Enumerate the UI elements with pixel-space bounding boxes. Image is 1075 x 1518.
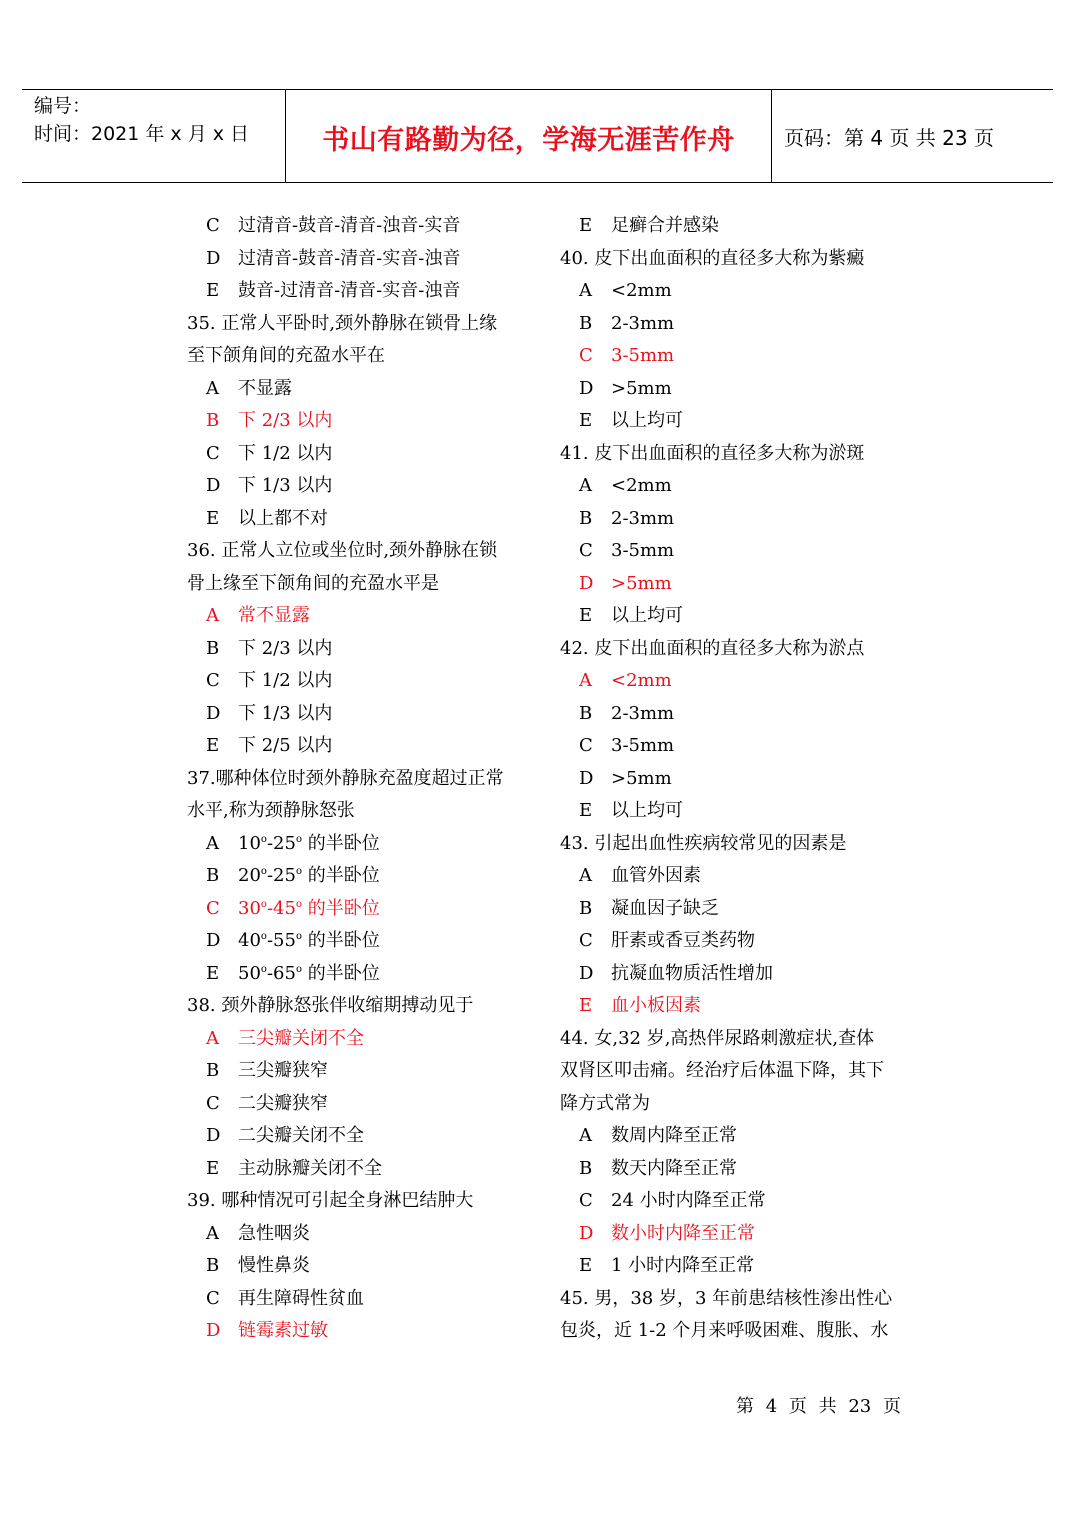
answer-option xyxy=(560,210,905,243)
option-text: >5mm xyxy=(611,767,672,789)
option-letter: C xyxy=(206,1287,220,1309)
answer-option xyxy=(560,795,905,828)
header-divider-right xyxy=(771,89,772,182)
answer-option xyxy=(560,1185,905,1218)
option-text: 下 1/3 以内 xyxy=(238,475,333,496)
option-text: 二尖瓣关闭不全 xyxy=(238,1125,364,1146)
option-letter: A xyxy=(206,1027,219,1049)
option-text: 3-5mm xyxy=(611,735,675,756)
option-letter: E xyxy=(206,735,220,756)
left-column xyxy=(187,210,532,1348)
answer-option xyxy=(560,925,905,958)
question-text: 骨上缘至下颌角间的充盈水平是 xyxy=(187,572,439,594)
answer-option xyxy=(187,958,532,991)
option-letter: B xyxy=(579,1157,593,1179)
option-text: 40$^o$-55$^o$ 的半卧位 xyxy=(238,930,380,951)
option-text: 肝素或香豆类药物 xyxy=(611,930,755,951)
option-letter: A xyxy=(579,280,592,301)
option-letter: D xyxy=(206,475,221,496)
option-text: 2-3mm xyxy=(611,507,675,529)
option-letter: C xyxy=(579,1190,593,1211)
option-letter: E xyxy=(579,605,593,626)
answer-option xyxy=(560,373,905,406)
option-text: 血小板因素 xyxy=(611,995,701,1016)
option-letter: B xyxy=(579,897,593,919)
answer-option xyxy=(560,503,905,536)
option-text: 以上均可 xyxy=(611,800,683,821)
answer-option xyxy=(187,1088,532,1121)
option-text: 下 1/3 以内 xyxy=(238,702,333,724)
option-text: 下 2/3 以内 xyxy=(238,637,333,659)
answer-option xyxy=(187,1153,532,1186)
option-text: 下 1/2 以内 xyxy=(238,442,333,464)
question-text: 38. 颈外静脉怒张伴收缩期搏动见于 xyxy=(187,995,474,1016)
option-letter: B xyxy=(206,1060,220,1081)
option-text: 2-3mm xyxy=(611,312,675,334)
question-text: 44. 女,32 岁,高热伴尿路刺激症状,查体 xyxy=(560,1027,875,1049)
option-letter: B xyxy=(206,410,220,431)
header-meta xyxy=(34,92,249,148)
header-top-rule xyxy=(22,89,1053,90)
option-text: 主动脉瓣关闭不全 xyxy=(238,1157,382,1179)
option-text: 抗凝血物质活性增加 xyxy=(611,962,773,984)
answer-option xyxy=(187,860,532,893)
option-letter: A xyxy=(579,670,592,691)
option-letter: C xyxy=(579,930,593,951)
option-text: <2mm xyxy=(611,280,672,301)
option-text: 急性咽炎 xyxy=(238,1222,310,1244)
option-letter: C xyxy=(206,897,220,919)
answer-option xyxy=(187,470,532,503)
question-text: 水平,称为颈静脉怒张 xyxy=(187,800,355,821)
answer-option xyxy=(187,503,532,536)
option-text: 链霉素过敏 xyxy=(238,1320,328,1341)
option-text: 凝血因子缺乏 xyxy=(611,897,719,919)
option-text: <2mm xyxy=(611,670,672,691)
option-letter: E xyxy=(206,962,220,984)
option-letter: B xyxy=(579,312,593,334)
option-text: 10$^o$-25$^o$ 的半卧位 xyxy=(238,832,380,854)
option-text: 不显露 xyxy=(238,377,292,399)
page-footer: 第 4 页 共 23 页 xyxy=(736,1396,901,1417)
header-bottom-rule xyxy=(22,182,1053,183)
option-letter: A xyxy=(579,865,592,886)
option-letter: B xyxy=(206,1255,220,1276)
answer-option-correct xyxy=(560,340,905,373)
question-text: 43. 引起出血性疾病较常见的因素是 xyxy=(560,832,847,854)
option-letter: D xyxy=(579,767,594,789)
option-text: 下 1/2 以内 xyxy=(238,670,333,691)
option-letter: C xyxy=(206,215,220,236)
option-text: >5mm xyxy=(611,377,672,399)
option-letter: C xyxy=(206,1092,220,1114)
answer-option-correct xyxy=(560,568,905,601)
question-text: 42. 皮下出血面积的直径多大称为淤点 xyxy=(560,637,865,659)
option-text: 50$^o$-65$^o$ 的半卧位 xyxy=(238,962,380,984)
answer-option xyxy=(560,860,905,893)
answer-option xyxy=(560,470,905,503)
question-text: 双肾区叩击痛。经治疗后体温下降，其下 xyxy=(560,1060,884,1081)
answer-option-correct xyxy=(560,1218,905,1251)
option-text: 过清音-鼓音-清音-实音-浊音 xyxy=(238,247,461,269)
option-letter: E xyxy=(579,1255,593,1276)
answer-option xyxy=(560,600,905,633)
option-text: 足癣合并感染 xyxy=(611,215,719,236)
option-letter: E xyxy=(206,1157,220,1179)
option-letter: E xyxy=(579,215,593,236)
header-page-label: 页码：第 4 页 共 23 页 xyxy=(784,126,994,150)
option-text: 24 小时内降至正常 xyxy=(611,1190,766,1211)
option-text: 3-5mm xyxy=(611,540,675,561)
right-column xyxy=(560,210,905,1348)
option-letter: D xyxy=(206,1320,221,1341)
option-letter: A xyxy=(579,475,592,496)
option-letter: A xyxy=(206,832,219,854)
answer-option xyxy=(560,1120,905,1153)
answer-option-correct xyxy=(187,893,532,926)
option-letter: C xyxy=(579,345,593,366)
option-text: 1 小时内降至正常 xyxy=(611,1255,755,1276)
answer-option-correct xyxy=(560,665,905,698)
answer-option xyxy=(560,1153,905,1186)
option-text: 30$^o$-45$^o$ 的半卧位 xyxy=(238,897,380,919)
option-letter: E xyxy=(579,995,593,1016)
option-letter: D xyxy=(206,930,221,951)
answer-option xyxy=(560,763,905,796)
option-letter: C xyxy=(579,540,593,561)
option-letter: E xyxy=(206,507,220,529)
header-motto: 书山有路勤为径，学海无涯苦作舟 xyxy=(322,125,735,156)
question-text: 40. 皮下出血面积的直径多大称为紫癜 xyxy=(560,247,865,269)
answer-option-correct xyxy=(560,990,905,1023)
option-text: 数周内降至正常 xyxy=(611,1125,737,1146)
option-text: 以上都不对 xyxy=(238,507,328,529)
answer-option-correct xyxy=(187,405,532,438)
answer-option xyxy=(187,665,532,698)
option-text: 过清音-鼓音-清音-浊音-实音 xyxy=(238,215,461,236)
answer-option xyxy=(187,1120,532,1153)
option-text: 下 2/5 以内 xyxy=(238,735,333,756)
answer-option xyxy=(187,1218,532,1251)
option-text: 再生障碍性贫血 xyxy=(238,1287,364,1309)
option-text: 数小时内降至正常 xyxy=(611,1222,755,1244)
answer-option xyxy=(560,405,905,438)
answer-option xyxy=(187,828,532,861)
option-letter: B xyxy=(206,637,220,659)
answer-option xyxy=(187,730,532,763)
answer-option-correct xyxy=(187,600,532,633)
answer-option xyxy=(560,698,905,731)
option-text: 以上均可 xyxy=(611,605,683,626)
question-text: 45. 男，38 岁，3 年前患结核性渗出性心 xyxy=(560,1287,893,1309)
answer-option xyxy=(187,1250,532,1283)
option-letter: E xyxy=(579,410,593,431)
option-text: 数天内降至正常 xyxy=(611,1157,737,1179)
option-text: 20$^o$-25$^o$ 的半卧位 xyxy=(238,865,380,886)
answer-option xyxy=(187,1283,532,1316)
option-letter: B xyxy=(579,702,593,724)
option-letter: C xyxy=(579,735,593,756)
option-letter: D xyxy=(206,247,221,269)
question-text: 41. 皮下出血面积的直径多大称为淤斑 xyxy=(560,442,865,464)
option-text: >5mm xyxy=(611,572,672,594)
number-label: 编号： xyxy=(34,95,92,117)
option-letter: D xyxy=(206,702,221,724)
answer-option xyxy=(187,275,532,308)
option-letter: A xyxy=(206,605,219,626)
answer-option xyxy=(187,698,532,731)
option-letter: E xyxy=(579,800,593,821)
option-letter: D xyxy=(579,572,594,594)
answer-option xyxy=(560,308,905,341)
option-text: 血管外因素 xyxy=(611,865,701,886)
option-letter: A xyxy=(579,1125,592,1146)
question-text: 降方式常为 xyxy=(560,1092,650,1114)
answer-option xyxy=(187,438,532,471)
time-label: 时间：2021 年 x 月 x 日 xyxy=(34,123,250,145)
option-letter: D xyxy=(579,377,594,399)
answer-option xyxy=(560,275,905,308)
answer-option-correct xyxy=(187,1315,532,1348)
option-text: 下 2/3 以内 xyxy=(238,410,333,431)
option-letter: B xyxy=(579,507,593,529)
option-letter: C xyxy=(206,442,220,464)
option-text: 3-5mm xyxy=(611,345,675,366)
answer-option xyxy=(560,1250,905,1283)
answer-option xyxy=(187,925,532,958)
option-letter: A xyxy=(206,1222,219,1244)
option-text: 二尖瓣狭窄 xyxy=(238,1092,328,1114)
answer-option xyxy=(187,243,532,276)
answer-option xyxy=(187,210,532,243)
answer-option xyxy=(560,893,905,926)
option-text: 三尖瓣关闭不全 xyxy=(238,1027,364,1049)
option-letter: D xyxy=(579,962,594,984)
option-text: 慢性鼻炎 xyxy=(238,1255,310,1276)
option-letter: C xyxy=(206,670,220,691)
answer-option xyxy=(187,1055,532,1088)
option-text: 以上均可 xyxy=(611,410,683,431)
question-text: 35. 正常人平卧时,颈外静脉在锁骨上缘 xyxy=(187,312,498,334)
option-letter: D xyxy=(579,1222,594,1244)
question-text: 至下颌角间的充盈水平在 xyxy=(187,345,385,366)
option-text: 常不显露 xyxy=(238,605,310,626)
answer-option xyxy=(187,633,532,666)
answer-option xyxy=(560,535,905,568)
option-text: 三尖瓣狭窄 xyxy=(238,1060,328,1081)
option-letter: B xyxy=(206,865,220,886)
option-letter: A xyxy=(206,377,219,399)
answer-option xyxy=(560,730,905,763)
answer-option xyxy=(187,373,532,406)
question-text: 包炎，近 1-2 个月来呼吸困难、腹胀、水 xyxy=(560,1320,889,1341)
option-text: 2-3mm xyxy=(611,702,675,724)
question-text: 37.哪种体位时颈外静脉充盈度超过正常 xyxy=(187,767,504,789)
question-text: 36. 正常人立位或坐位时,颈外静脉在锁 xyxy=(187,540,498,561)
option-letter: D xyxy=(206,1125,221,1146)
answer-option xyxy=(560,958,905,991)
option-text: <2mm xyxy=(611,475,672,496)
question-text: 39. 哪种情况可引起全身淋巴结肿大 xyxy=(187,1190,474,1211)
option-letter: E xyxy=(206,280,220,301)
answer-option-correct xyxy=(187,1023,532,1056)
option-text: 鼓音-过清音-清音-实音-浊音 xyxy=(238,280,461,301)
